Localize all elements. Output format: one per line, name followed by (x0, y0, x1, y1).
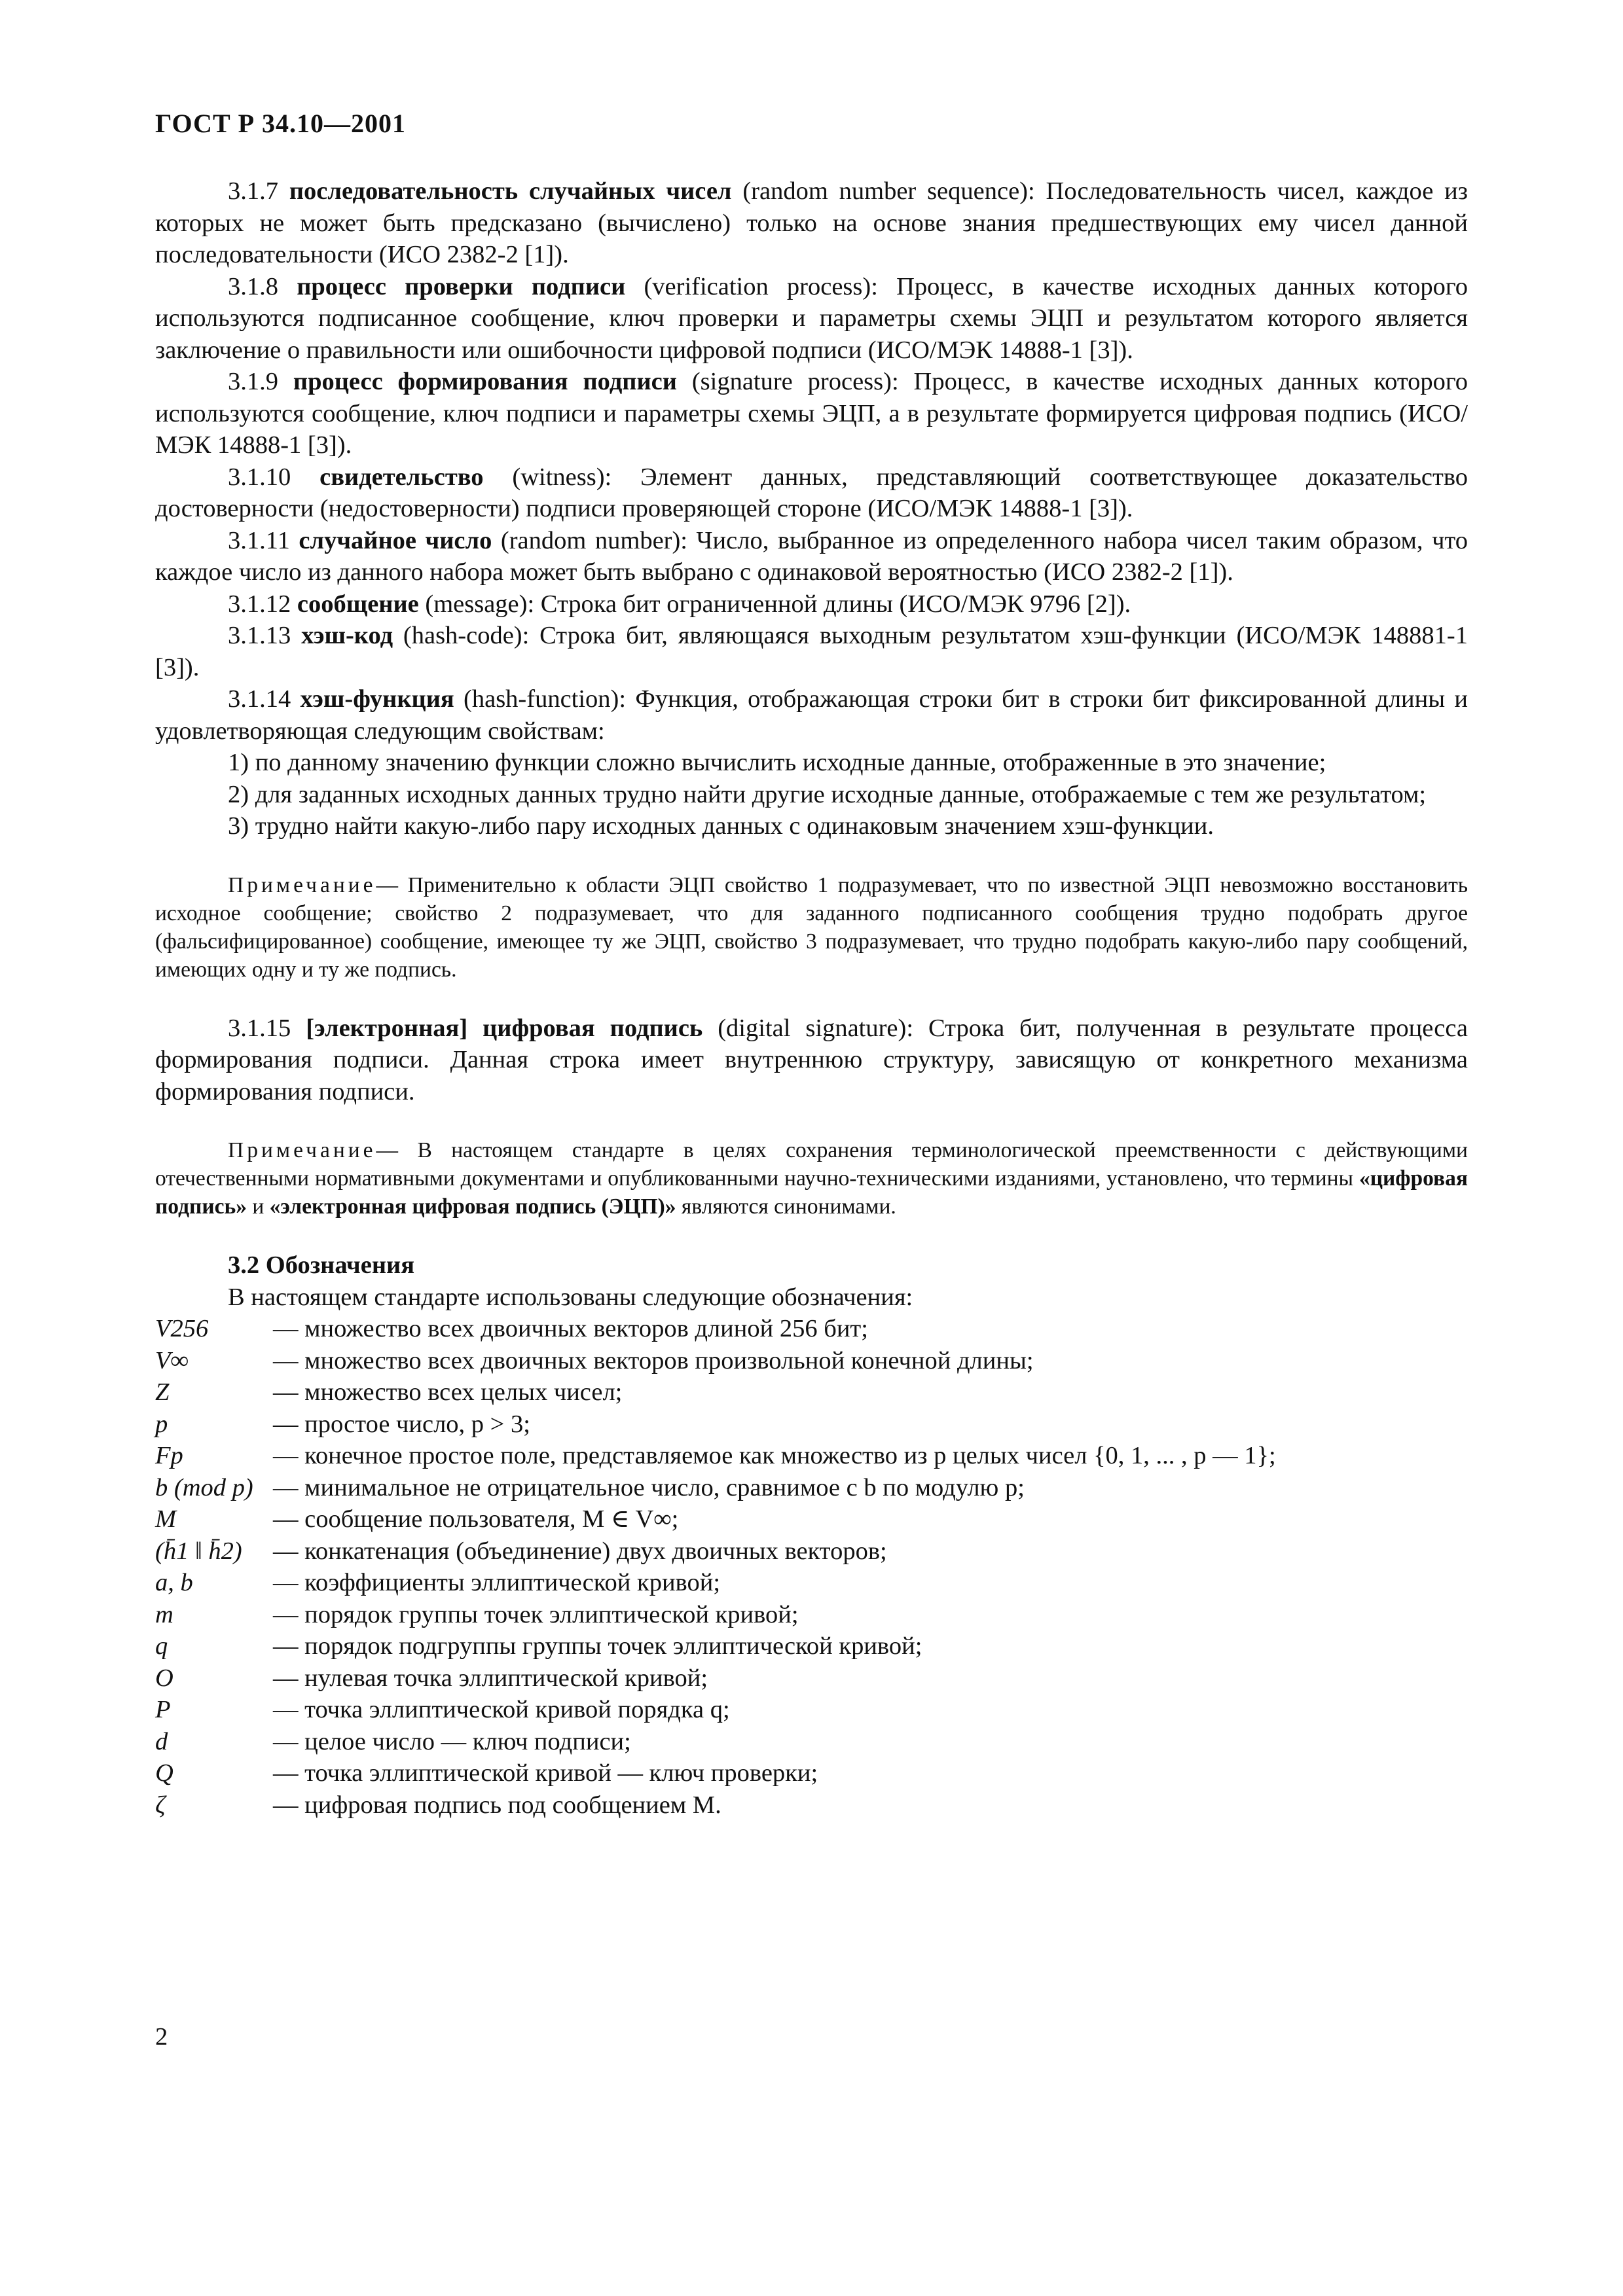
symbol: d (155, 1727, 168, 1755)
symbol-row (155, 1345, 1468, 1377)
symbol-description: — конечное простое поле, представляемое как множество из p целых чисел {0, 1, ... , p — 1}; (273, 1442, 1276, 1469)
term: процесс формирования подписи (293, 368, 677, 395)
definition-3-1-7 (155, 175, 1468, 271)
definition-text: (signature process): Процесс, в качестве исходных данных которого используются сообщение, ключ подписи и параметры схемы ЭЦП, а в результате формируется цифровая подпись (ИСО/МЭК 14888-1 [3]). (155, 368, 1468, 459)
definition-text: (verification process): Процесс, в качестве исходных данных которого используются подписанное сообщение, ключ проверки и параметры схемы ЭЦП и результатом которого является заключение о правильности или ошибочности цифровой подписи (ИСО/МЭК 14888-1 [3]). (155, 272, 1468, 364)
definition-text: (hash-function): Функция, отображающая строки бит в строки бит фиксированной длины и удовлетворяющая следующим свойствам: (155, 685, 1468, 745)
definition-3-1-14 (155, 683, 1468, 747)
symbol-row (155, 1376, 1468, 1408)
note-text: и (246, 1194, 270, 1219)
term: сообщение (297, 590, 419, 618)
symbol: V∞ (155, 1346, 189, 1374)
note-text: — В настоящем стандарте в целях сохранения терминологической преемственности с действующими отечественными нормативными документами и опубликованными научно-техническими изданиями, установлено, что термины (155, 1138, 1468, 1191)
term: [электронная] цифровая подпись (306, 1014, 703, 1042)
term: случайное число (299, 526, 492, 554)
definition-text: (message): Строка бит ограниченной длины (ИСО/МЭК 9796 [2]). (418, 590, 1131, 618)
term: хэш-код (301, 622, 393, 649)
clause-number: 3.1.13 (228, 622, 291, 649)
document-header: ГОСТ Р 34.10—2001 (155, 109, 407, 138)
symbol-description: — цифровая подпись под сообщением M. (273, 1791, 721, 1819)
symbol-description: — множество всех двоичных векторов произвольной конечной длины; (273, 1346, 1034, 1374)
symbol: P (155, 1696, 171, 1723)
note-2 (155, 1136, 1468, 1221)
symbol-row (155, 1535, 1468, 1568)
symbol-description: — точка эллиптической кривой — ключ проверки; (273, 1759, 818, 1787)
symbol-description: — коэффициенты эллиптической кривой; (273, 1569, 721, 1596)
clause-number: 3.1.14 (228, 685, 291, 713)
symbol: b (mod p) (155, 1473, 253, 1501)
symbol-row (155, 1789, 1468, 1821)
symbol-row (155, 1662, 1468, 1695)
document-body (155, 175, 1468, 1821)
symbol-description: — простое число, p > 3; (273, 1410, 530, 1438)
list-item: 1) по данному значению функции сложно вычислить исходные данные, отображенные в это значение; (228, 749, 1326, 776)
note-term: «цифровая подпись» (155, 1166, 1468, 1219)
definition-text: (random number): Число, выбранное из определенного набора чисел таким образом, что каждое число из данного набора может быть выбрано с одинаковой вероятностью (ИСО 2382-2 [1]). (155, 526, 1468, 586)
list-item: 2) для заданных исходных данных трудно найти другие исходные данные, отображаемые с тем же результатом; (228, 780, 1427, 808)
symbol: Z (155, 1378, 170, 1406)
page-number: 2 (155, 2023, 168, 2051)
definition-3-1-13 (155, 620, 1468, 683)
symbol-row (155, 1726, 1468, 1758)
symbol: V256 (155, 1315, 209, 1342)
section-intro: В настоящем стандарте использованы следующие обозначения: (228, 1283, 913, 1311)
definition-3-1-10 (155, 461, 1468, 525)
definition-text: (hash-code): Строка бит, являющаяся выходным результатом хэш-функции (ИСО/МЭК 148881-1 [3]). (155, 622, 1468, 681)
symbol-description: — множество всех двоичных векторов длиной 256 бит; (273, 1315, 868, 1342)
definition-text: (digital signature): Строка бит, полученная в результате процесса формирования подписи. Данная строка имеет внутреннюю структуру, зависящую от конкретного механизма формирования подписи. (155, 1014, 1468, 1105)
symbol-row (155, 1313, 1468, 1345)
note-text: являются синонимами. (676, 1194, 896, 1219)
term: процесс проверки подписи (297, 272, 626, 300)
definition-3-1-15 (155, 1013, 1468, 1108)
symbol-description: — минимальное не отрицательное число, сравнимое с b по модулю p; (273, 1473, 1025, 1501)
symbol-row (155, 1694, 1468, 1726)
symbol-description: — множество всех целых чисел; (273, 1378, 623, 1406)
symbol-description: — сообщение пользователя, M ∈ V∞; (273, 1505, 679, 1533)
symbol: ζ (155, 1791, 166, 1819)
note-label: Примечание (228, 872, 376, 897)
definition-3-1-12 (155, 588, 1468, 620)
symbol-description: — порядок подгруппы группы точек эллиптической кривой; (273, 1632, 922, 1660)
clause-number: 3.1.11 (228, 526, 290, 554)
symbol: m (155, 1600, 173, 1628)
symbol-row (155, 1440, 1468, 1472)
symbol: a, b (155, 1569, 193, 1596)
term: свидетельство (319, 463, 484, 491)
symbol-description: — конкатенация (объединение) двух двоичных векторов; (273, 1537, 887, 1565)
symbol-description: — точка эллиптической кривой порядка q; (273, 1696, 730, 1723)
list-item: 3) трудно найти какую-либо пару исходных данных с одинаковым значением хэш-функции. (228, 812, 1214, 840)
symbol-row (155, 1630, 1468, 1662)
symbol-row (155, 1757, 1468, 1789)
symbol: Q (155, 1759, 173, 1787)
clause-number: 3.1.9 (228, 368, 278, 395)
symbol: (h̄1 ‖ h̄2) (155, 1537, 242, 1565)
symbol-row (155, 1567, 1468, 1599)
symbol-description: — нулевая точка эллиптической кривой; (273, 1664, 708, 1692)
note-label: Примечание (228, 1138, 376, 1162)
definition-3-1-9 (155, 366, 1468, 461)
clause-number: 3.1.7 (228, 177, 278, 205)
symbol: O (155, 1664, 173, 1692)
symbol-description: — порядок группы точек эллиптической кривой; (273, 1600, 799, 1628)
note-1 (155, 871, 1468, 984)
term: хэш-функция (300, 685, 454, 713)
definition-text: (random number sequence): Последовательность чисел, каждое из которых не может быть предсказано (вычислено) только на основе знания предшествующих ему чисел данной последовательности (ИСО 2382-2 [1]). (155, 177, 1468, 268)
clause-number: 3.1.8 (228, 272, 278, 300)
definition-text: (witness): Элемент данных, представляющий соответствующее доказательство достоверности (недостоверности) подписи проверяющей стороне (ИСО/МЭК 14888-1 [3]). (155, 463, 1468, 522)
note-text: — Применительно к области ЭЦП свойство 1 подразумевает, что по известной ЭЦП невозможно восстановить исходное сообщение; свойство 2 подразумевает, что для заданного подписанного сообщения трудно подобрать другое (фальсифицированное) сообщение, имеющее ту же ЭЦП, свойство 3 подразумевает, что трудно подобрать какую-либо пару сообщений, имеющих одну и ту же подпись. (155, 872, 1468, 982)
section-heading: 3.2 Обозначения (228, 1251, 415, 1279)
term: последовательность случайных чисел (289, 177, 732, 205)
symbol-description: — целое число — ключ подписи; (273, 1727, 631, 1755)
clause-number: 3.1.10 (228, 463, 291, 491)
symbol-row (155, 1408, 1468, 1441)
clause-number: 3.1.15 (228, 1014, 291, 1042)
symbols-list (155, 1313, 1468, 1821)
symbol: q (155, 1632, 168, 1660)
symbol-row (155, 1472, 1468, 1504)
clause-number: 3.1.12 (228, 590, 291, 618)
symbol-row (155, 1599, 1468, 1631)
symbol: M (155, 1505, 177, 1533)
definition-3-1-8 (155, 271, 1468, 367)
symbol: Fp (155, 1442, 183, 1469)
symbol-row (155, 1503, 1468, 1535)
definition-3-1-11 (155, 525, 1468, 588)
note-term: «электронная цифровая подпись (ЭЦП)» (269, 1194, 676, 1219)
symbol: p (155, 1410, 168, 1438)
